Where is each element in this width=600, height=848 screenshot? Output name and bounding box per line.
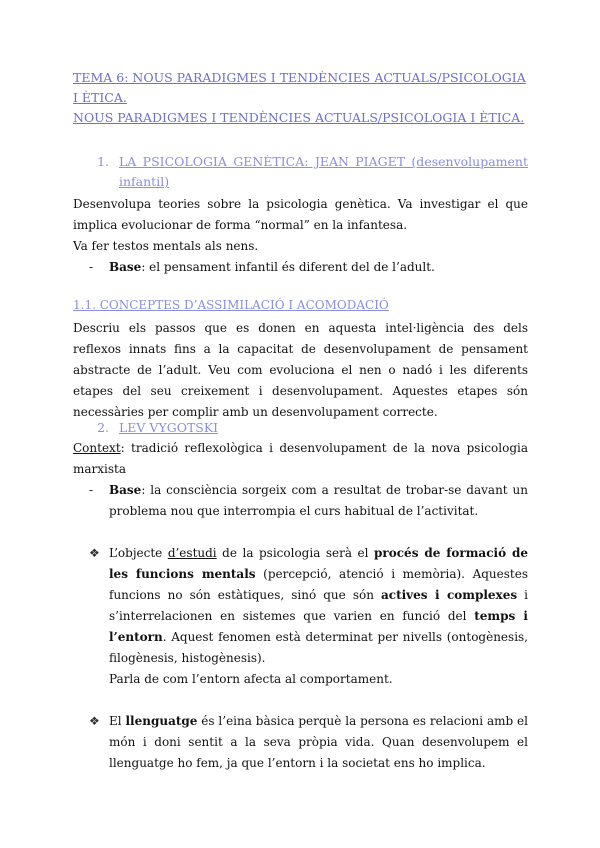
- vygotski-base-item: [73, 480, 528, 522]
- context-line: [73, 438, 528, 480]
- bold-actives-complexes: actives i complexes: [381, 588, 518, 602]
- title-line-1: TEMA 6: NOUS PARADIGMES I TENDÈNCIES ACTUALS/PSICOLOGIA I ÈTICA.: [73, 70, 526, 105]
- section-1-title: LA PSICOLOGIA GENÈTICA: JEAN PIAGET (desenvolupament infantil): [119, 154, 528, 189]
- subsection-1-1-heading: 1.1. CONCEPTES D’ASSIMILACIÓ I ACOMODACIÓ: [73, 298, 389, 312]
- assimilacio-paragraph: Descriu els passos que es donen en aquesta intel·ligència des dels reflexos innats fins a la capacitat de desenvolupament de pensament abstracte de l’adult. Veu com evoluciona el nen o nadó i les diferents etapes del seu creixement i desenvolupament. Aquestes etapes són necessàries per complir amb un desenvolupament correcte.: [73, 321, 528, 419]
- section-1-number: 1.: [97, 154, 109, 169]
- section-2-heading: [73, 418, 528, 438]
- document-title: [73, 68, 528, 128]
- piaget-paragraph-2: Va fer testos mentals als nens.: [73, 239, 259, 253]
- dash-marker: -: [89, 260, 94, 274]
- piaget-base-item: [73, 257, 528, 278]
- diamond-bullet-icon: ❖: [89, 714, 100, 728]
- bold-llenguatge: llenguatge: [125, 714, 198, 728]
- section-piaget: [73, 152, 528, 278]
- diamond-bullet-icon: ❖: [89, 546, 100, 560]
- bold-proces-formacio: procés de formació de les funcions mentals: [109, 546, 528, 581]
- base-text: : el pensament infantil és diferent del de l’adult.: [141, 260, 435, 274]
- bold-temps-entorn: temps i l’entorn: [109, 609, 528, 644]
- estudi-underlined: d’estudi: [167, 546, 217, 560]
- context-label: Context: [73, 441, 121, 455]
- section-vygotski: [73, 418, 528, 774]
- section-1-heading: [73, 152, 528, 192]
- entorn-comportament: Parla de com l’entorn afecta al comportament.: [109, 672, 393, 686]
- context-text: : tradició reflexològica i desenvolupament de la nova psicologia marxista: [73, 441, 528, 476]
- base-label: Base: [109, 260, 142, 274]
- section-2-title: LEV VYGOTSKI: [119, 420, 219, 435]
- dash-marker: -: [89, 483, 94, 497]
- bullet-llenguatge: ❖ El llenguatge és l’eina bàsica perquè la persona es relacioni amb el món i doni sentit a la seva pròpia vida. Quan desenvolupem el llenguatge ho fem, ja que l’entorn i la societat ens ho implica.: [73, 711, 528, 774]
- title-line-2: NOUS PARADIGMES I TENDÈNCIES ACTUALS/PSICOLOGIA I ÈTICA.: [73, 110, 525, 125]
- piaget-paragraph-1: Desenvolupa teories sobre la psicologia genètica. Va investigar el que implica evolucionar de forma “normal” en la infantesa.: [73, 197, 528, 232]
- bullet-objecte-estudi: ❖ L’objecte d’estudi de la psicologia serà el procés de formació de les funcions mentals (percepció, atenció i memòria). Aquestes funcions no són estàtiques, sinó que són actives i complexes i s’interrelacionen en sistemes que varien en funció del temps i l’entorn. Aquest fenomen està determinat per nivells (ontogènesis, filogènesis, histogènesis). Parla de com l’entorn afecta al comportament.: [73, 543, 528, 690]
- base-text: : la consciència sorgeix com a resultat de trobar-se davant un problema nou que interrompia el curs habitual de l’activitat.: [109, 483, 528, 518]
- section-2-number: 2.: [97, 420, 109, 435]
- base-label: Base: [109, 483, 142, 497]
- subsection-assimilacio: [73, 295, 528, 423]
